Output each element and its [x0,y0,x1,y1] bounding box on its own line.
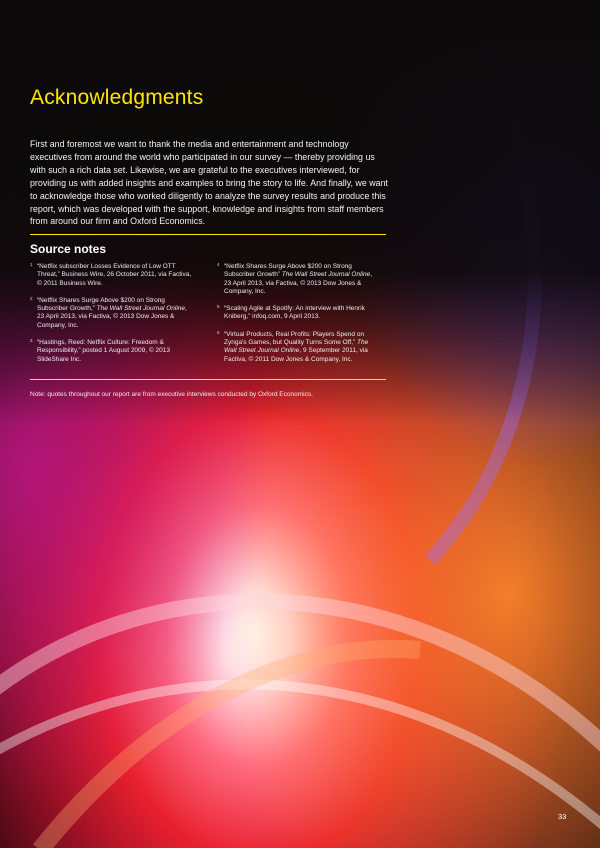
page-number: 33 [558,812,567,821]
notes-column-left [30,263,192,373]
notes-column-right [217,263,379,373]
source-note-5: 5 “Scaling Agile at Spotify: An interview with Henrik Kniberg,” infoq.com, 9 April 2013. [217,304,365,321]
divider-bottom [30,379,386,380]
note-number: 2 [30,295,33,301]
quotes-note: Note: quotes throughout our report are from executive interviews conducted by Oxford Economics. [30,391,313,398]
note-number: 4 [217,262,220,267]
source-note-2: 2 “Netflix Shares Surge Above $200 on Strong Subscriber Growth,” The Wall Street Journal Online, 23 April 2013, via Factiva, © 2013 Dow Jones & Company, Inc. [30,295,187,329]
note-number: 6 [217,329,220,335]
intro-paragraph: First and foremost we want to thank the media and entertainment and technology executives from around the world who participated in our survey — thereby providing us with such a rich data set. Likewise, we are grateful to the executives interviewed, for providing us with added insights and examples to bring the story to life. And finally, we want to acknowledge those who worked diligently to analyze the survey results and produce this report, which was developed with the support, knowledge and insights from staff members from around our firm and Oxford Economics. [30,139,388,227]
source-note-4: 4 “Netflix Shares Surge Above $200 on Strong Subscriber Growth” The Wall Street Journal Online, 23 April 2013, via Factiva, © 2013 Dow Jones & Company, Inc. [217,262,373,295]
source-note-6: 6 “Virtual Products, Real Profits: Players Spend on Zynga's Games, but Quality Turns Some Off,” The Wall Street Journal Online, 9 September 2011, via Factiva, © 2011 Dow Jones & Company, Inc. [217,329,369,363]
source-note-1: 1 “Netflix subscriber Losses Evidence of Low OTT Threat,” Business Wire, 26 October 2011, via Factiva, © 2011 Business Wire. [30,262,192,287]
note-number: 1 [30,262,33,267]
note-number: 3 [30,338,33,344]
divider-top [30,234,386,235]
source-note-3: 3 “Hastings, Reed: Netflix Culture: Freedom & Responsibility,” posted 1 August 2009, © 2013 SlideShare Inc. [30,338,170,363]
source-notes-heading: Source notes [30,242,107,256]
page-title: Acknowledgments [30,86,204,109]
note-number: 5 [217,304,220,310]
